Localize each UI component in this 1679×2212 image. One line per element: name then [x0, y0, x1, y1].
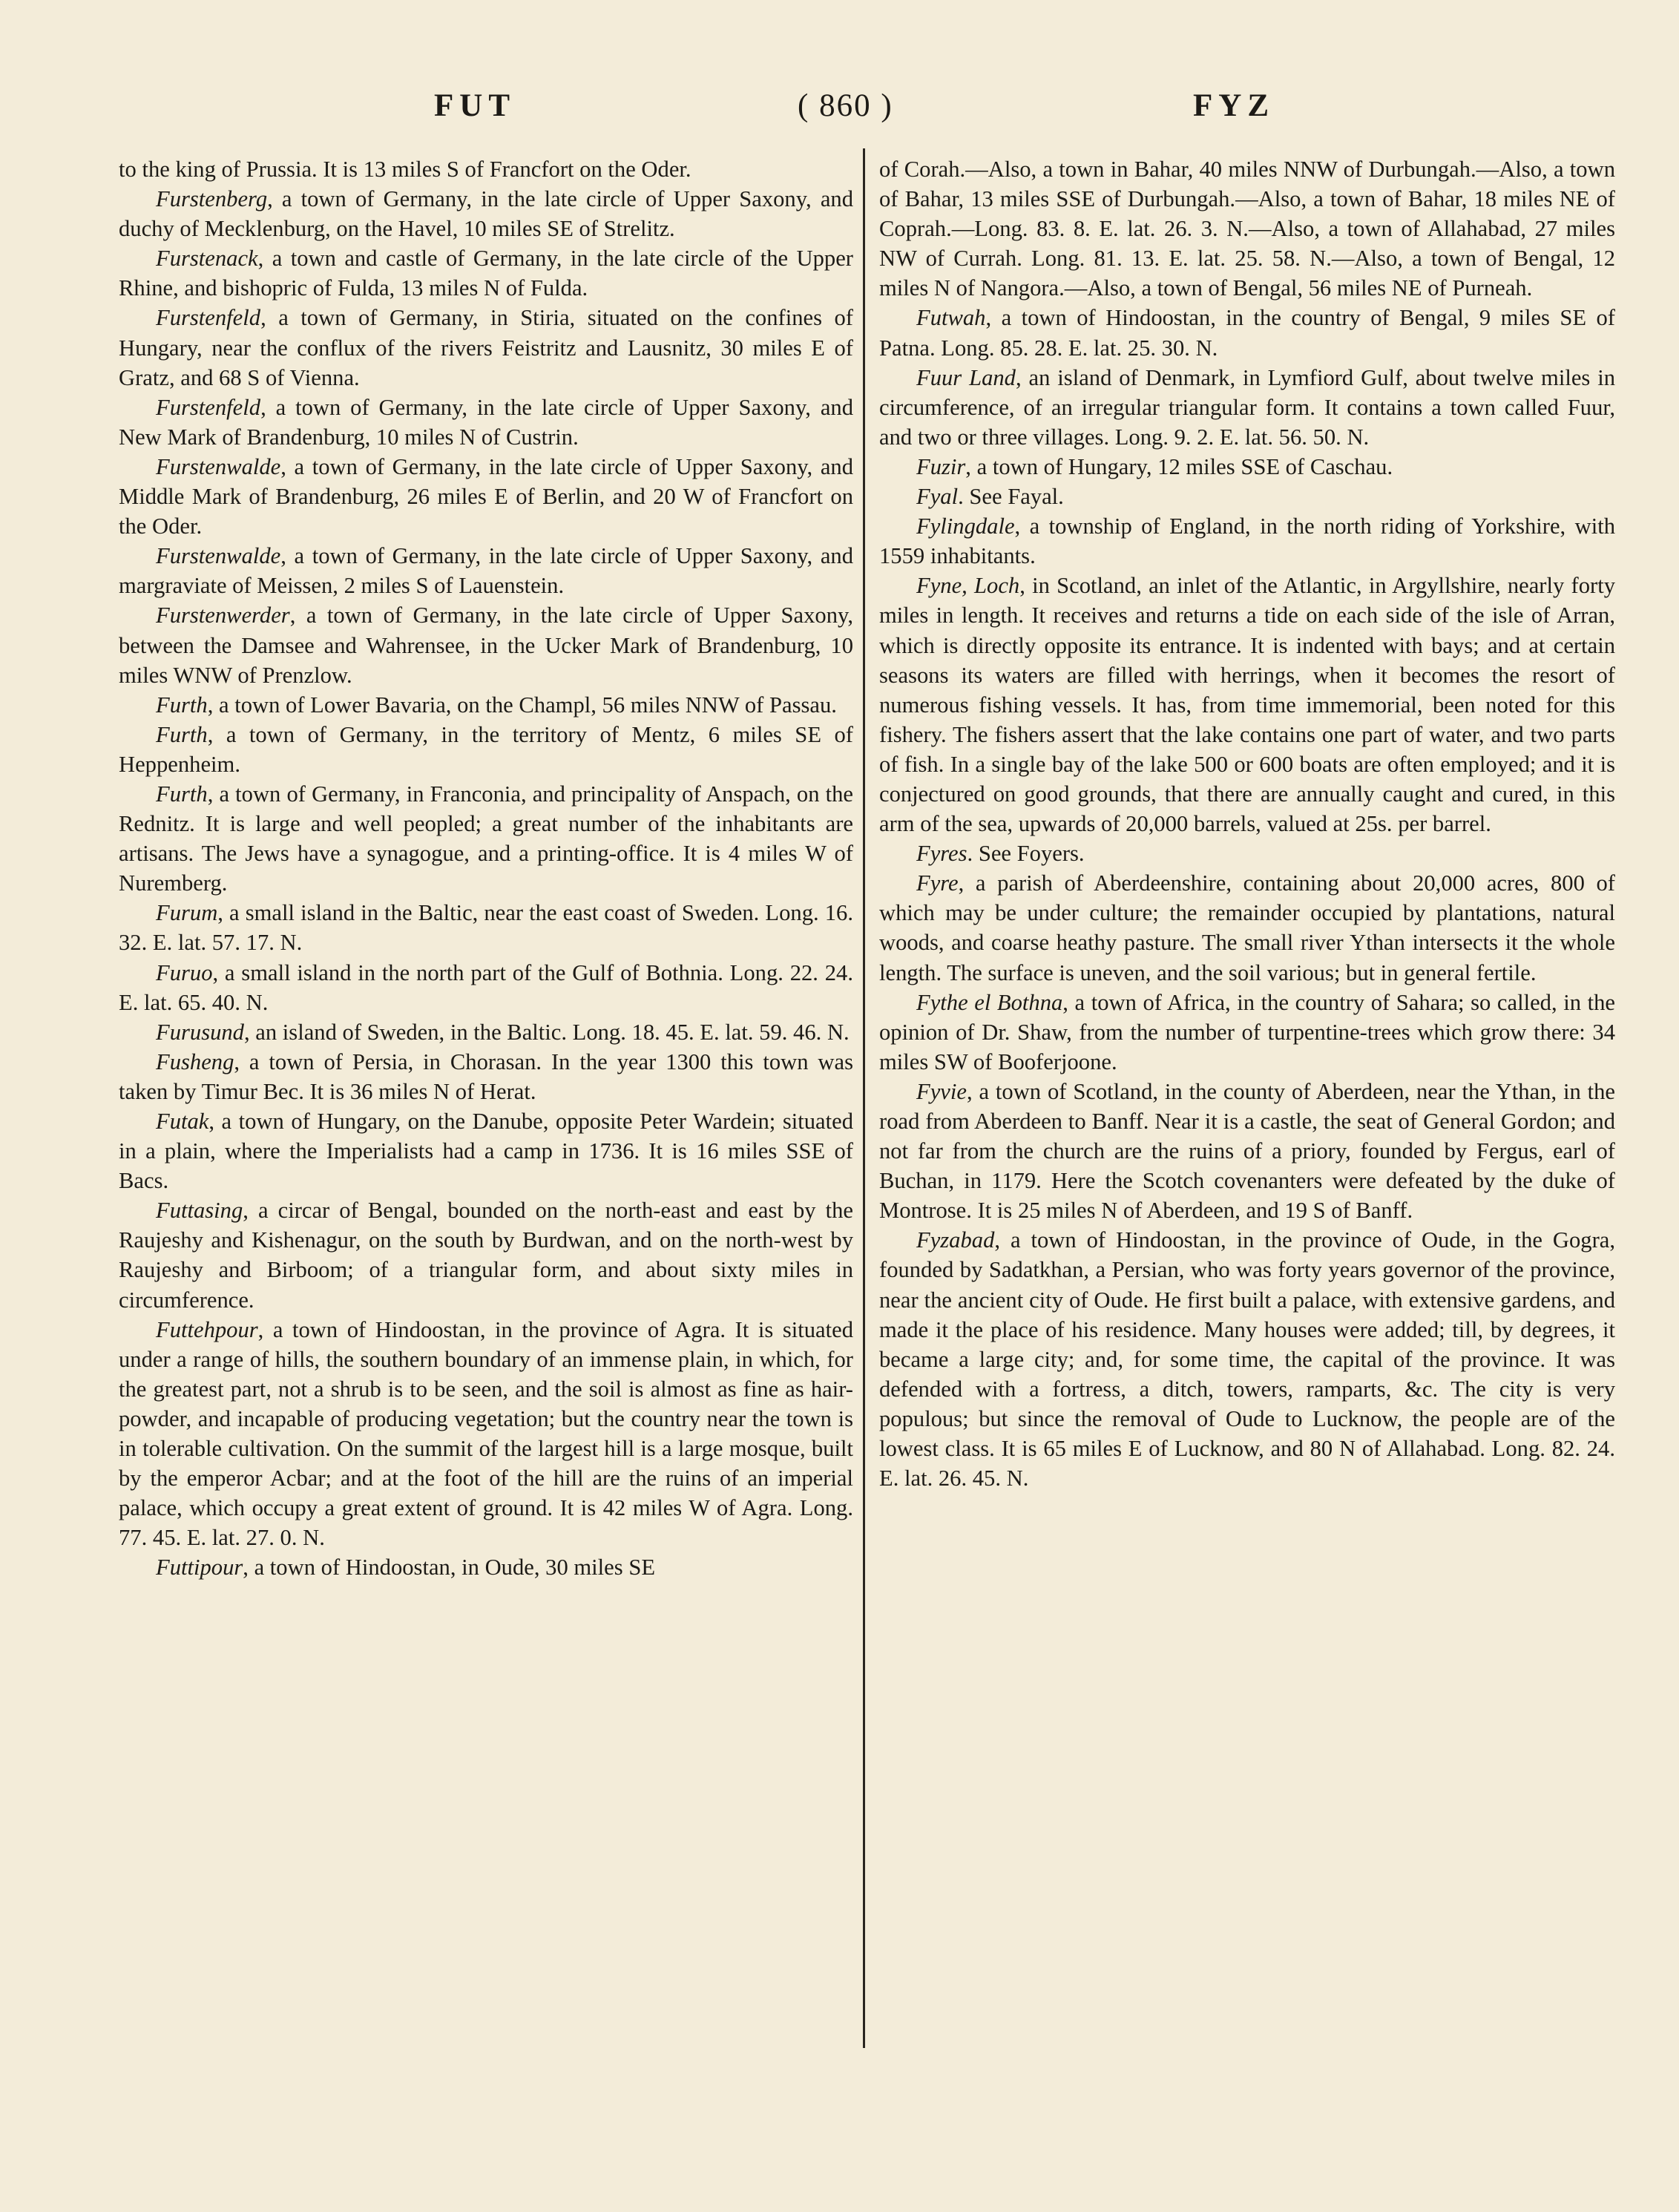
gazetteer-entry — [879, 452, 1615, 482]
entry-text: , a parish of Aberdeenshire, containing about 20,000 acres, 800 of which may be under culture; the remainder occupied by plantations, natural woods, and coarse heathy pasture. The small river Ythan intersects it the whole length. The surface is uneven, and the soil various; but in general fertile. — [879, 870, 1615, 985]
entry-headword: Furth — [156, 781, 208, 807]
entry-text: , a town of Scotland, in the county of Aberdeen, near the Ythan, in the road from Aberdeen to Banff. Near it is a castle, the seat of General Gordon; and not far from the church are the ruins of a priory, founded by Fergus, earl of Buchan, in 1179. Here the Scotch covenanters were defeated by the duke of Montrose. It is 25 miles N of Aberdeen, and 19 S of Banff. — [879, 1078, 1615, 1224]
entry-headword: Fyre — [916, 870, 959, 896]
running-header — [0, 88, 1679, 132]
gazetteer-entry — [119, 393, 853, 452]
entry-text: , an island of Sweden, in the Baltic. Long. 18. 45. E. lat. 59. 46. N. — [243, 1019, 850, 1045]
gazetteer-entry — [119, 720, 853, 779]
entry-headword: Furstenberg — [156, 186, 268, 212]
entry-headword: Fyne, Loch — [916, 573, 1020, 599]
gazetteer-entry — [119, 154, 853, 184]
entry-text: . See Foyers. — [967, 841, 1085, 867]
entry-text: , in Scotland, an inlet of the Atlantic, in Argyllshire, nearly forty miles in length. It receives and returns a tide on each side of the isle of Arran, which is directly opposite its entrance. It is indented with bays; and at certain seasons its waters are filled with herrings, when it becomes the resort of numerous fishing vessels. It has, from time immemorial, been noted for this fishery. The fishers assert that the lake contains one part of water, and two parts of fish. In a single bay of the lake 500 or 600 boats are often employed; and it is conjectured on good grounds, that there are annually caught and cured, in this arm of the sea, upwards of 20,000 barrels, valued at 25s. per barrel. — [879, 573, 1615, 837]
entry-headword: Futtipour — [156, 1555, 243, 1581]
gazetteer-entry — [119, 1017, 853, 1047]
gazetteer-entry — [879, 988, 1615, 1077]
gazetteer-entry — [119, 452, 853, 541]
gazetteer-entry — [119, 1315, 853, 1553]
entry-headword: Futwah — [916, 305, 986, 331]
entry-text: , a town and castle of Germany, in the late circle of the Upper Rhine, and bishopric of Fulda, 13 miles N of Fulda. — [119, 246, 853, 301]
entry-text: , a town of Hindoostan, in the province of Oude, in the Gogra, founded by Sadatkhan, a Persian, who was forty years governor of the province, near the ancient city of Oude. He first built a palace, with extensive gardens, and made it the place of his residence. Many houses were added; till, by degrees, it became a large city; and, for some time, the capital of the province. It was defended with a fortress, a ditch, towers, ramparts, &c. The city is very populous; but since the removal of Oude to Lucknow, the people are of the lowest class. It is 65 miles E of Lucknow, and 80 N of Allahabad. Long. 82. 24. E. lat. 26. 45. N. — [879, 1227, 1615, 1491]
entry-text: , a township of England, in the north riding of Yorkshire, with 1559 inhabitants. — [879, 513, 1615, 569]
entry-headword: Futtasing — [156, 1198, 243, 1224]
entry-headword: Furstenfeld — [156, 305, 261, 331]
gazetteer-entry — [879, 363, 1615, 452]
entry-headword: Fylingdale — [916, 513, 1015, 539]
gazetteer-entry — [119, 184, 853, 243]
entry-text: , a town of Hungary, on the Danube, opposite Peter Wardein; situated in a plain, where the Imperialists had a camp in 1736. It is 16 miles SSE of Bacs. — [119, 1109, 853, 1194]
gazetteer-entry — [119, 1047, 853, 1106]
gazetteer-entry — [119, 779, 853, 898]
entry-text: , a town of Hindoostan, in Oude, 30 miles SE — [243, 1555, 656, 1581]
entry-text: , a town of Hindoostan, in the country of Bengal, 9 miles SE of Patna. Long. 85. 28. E. lat. 25. 30. N. — [879, 305, 1615, 361]
entry-headword: Fusheng — [156, 1048, 234, 1074]
gazetteer-entry — [879, 1225, 1615, 1493]
gazetteer-entry — [879, 482, 1615, 511]
entry-text: to the king of Prussia. It is 13 miles S of Francfort on the Oder. — [119, 157, 691, 182]
gazetteer-entry — [119, 303, 853, 392]
gazetteer-entry — [119, 243, 853, 303]
entry-headword: Furusund — [156, 1019, 244, 1045]
entry-headword: Fuzir — [916, 453, 966, 479]
header-right-guideword: FYZ — [1193, 88, 1275, 123]
entry-headword: Fythe el Bothna — [916, 989, 1063, 1015]
gazetteer-entry — [119, 958, 853, 1017]
gazetteer-entry — [879, 868, 1615, 987]
gazetteer-entry — [879, 154, 1615, 303]
entry-text: , a town of Hungary, 12 miles SSE of Caschau. — [965, 453, 1393, 479]
gazetteer-entry — [879, 511, 1615, 571]
entry-text: , a small island in the north part of the Gulf of Bothnia. Long. 22. 24. E. lat. 65. 40. N. — [119, 959, 853, 1015]
entry-headword: Fyzabad — [916, 1227, 995, 1253]
entry-text: , a town of Germany, in the late circle of Upper Saxony, and New Mark of Brandenburg, 10 miles N of Custrin. — [119, 394, 853, 450]
entry-text: , a town of Germany, in Stiria, situated on the confines of Hungary, near the conflux of the rivers Feistritz and Lausnitz, 30 miles E of Gratz, and 68 S of Vienna. — [119, 305, 853, 390]
column-divider — [863, 148, 865, 2048]
gazetteer-entry — [879, 303, 1615, 362]
entry-headword: Fyal — [916, 484, 959, 510]
entry-headword: Furstenack — [156, 246, 258, 272]
gazetteer-entry — [879, 1077, 1615, 1225]
gazetteer-entry — [879, 838, 1615, 868]
gazetteer-entry — [119, 600, 853, 689]
entry-headword: Furstenfeld — [156, 394, 261, 420]
entry-text: , a town of Germany, in the territory of Mentz, 6 miles SE of Heppenheim. — [119, 721, 853, 777]
entry-text: , a town of Persia, in Chorasan. In the year 1300 this town was taken by Timur Bec. It is 36 miles N of Herat. — [119, 1048, 853, 1104]
entry-text: , a town of Germany, in the late circle of Upper Saxony, and Middle Mark of Brandenburg, 26 miles E of Berlin, and 20 W of Francfort on the Oder. — [119, 453, 853, 539]
entry-text: , a small island in the Baltic, near the east coast of Sweden. Long. 16. 32. E. lat. 57. 17. N. — [119, 900, 853, 956]
entry-text: , a town of Lower Bavaria, on the Champl, 56 miles NNW of Passau. — [207, 692, 837, 718]
entry-text: , a town of Germany, in the late circle of Upper Saxony, and duchy of Mecklenburg, on the Havel, 10 miles SE of Strelitz. — [119, 186, 853, 242]
entry-headword: Furth — [156, 692, 208, 718]
header-left-guideword: FUT — [434, 88, 516, 123]
gazetteer-entry — [119, 1106, 853, 1195]
entry-text: , an island of Denmark, in Lymfiord Gulf, about twelve miles in circumference, of an irregular triangular form. It contains a town called Fuur, and two or three villages. Long. 9. 2. E. lat. 56. 50. N. — [879, 364, 1615, 450]
gazetteer-entry — [119, 898, 853, 957]
entry-text: , a town of Hindoostan, in the province of Agra. It is situated under a range of hills, the southern boundary of an immense plain, in which, for the greatest part, not a shrub is to be seen, and the soil is almost as fine as hair-powder, and incapable of producing vegetation; but the country near the town is in tolerable cultivation. On the summit of the largest hill is a large mosque, built by the emperor Acbar; and at the foot of the hill are the ruins of an imperial palace, which occupy a great extent of ground. It is 42 miles W of Agra. Long. 77. 45. E. lat. 27. 0. N. — [119, 1316, 853, 1551]
gazetteer-entry — [119, 690, 853, 720]
gazetteer-entry — [879, 571, 1615, 838]
entry-headword: Furstenwerder — [156, 603, 290, 629]
entry-headword: Furuo — [156, 959, 213, 985]
entry-headword: Futtehpour — [156, 1316, 258, 1342]
entry-text: , a town of Germany, in the late circle of Upper Saxony, and margraviate of Meissen, 2 miles S of Lauenstein. — [119, 543, 853, 599]
right-column — [879, 154, 1615, 1493]
entry-headword: Fyres — [916, 841, 967, 867]
entry-text: , a town of Africa, in the country of Sahara; so called, in the opinion of Dr. Shaw, from the number of turpentine-trees which grow there: 34 miles SW of Booferjoone. — [879, 989, 1615, 1074]
left-column — [119, 154, 853, 1583]
entry-headword: Fuur Land — [916, 364, 1016, 390]
entry-text: , a circar of Bengal, bounded on the north-east and east by the Raujeshy and Kishenagur, on the south by Burdwan, and on the north-west by Raujeshy and Birboom; of a triangular form, and about sixty miles in circumference. — [119, 1198, 853, 1313]
gazetteer-entry — [119, 1552, 853, 1582]
entry-headword: Furstenwalde — [156, 453, 281, 479]
entry-headword: Furstenwalde — [156, 543, 281, 569]
entry-text: of Corah.—Also, a town in Bahar, 40 miles NNW of Durbungah.—Also, a town of Bahar, 13 miles SSE of Durbungah.—Also, a town of Bahar, 18 miles NE of Coprah.—Long. 83. 8. E. lat. 26. 3. N.—Also, a town of Allahabad, 27 miles NW of Currah. Long. 81. 13. E. lat. 25. 58. N.—Also, a town of Bengal, 12 miles N of Nangora.—Also, a town of Bengal, 56 miles NE of Purneah. — [879, 157, 1615, 301]
entry-text: . See Fayal. — [958, 484, 1064, 510]
entry-headword: Furth — [156, 721, 208, 747]
page-number: ( 860 ) — [798, 88, 893, 123]
gazetteer-entry — [119, 541, 853, 600]
entry-text: , a town of Germany, in Franconia, and principality of Anspach, on the Rednitz. It is large and well peopled; a great number of the inhabitants are artisans. The Jews have a synagogue, and a printing-office. It is 4 miles W of Nuremberg. — [119, 781, 853, 896]
entry-headword: Futak — [156, 1109, 209, 1134]
entry-headword: Furum — [156, 900, 218, 926]
entry-headword: Fyvie — [916, 1078, 967, 1104]
entry-text: , a town of Germany, in the late circle of Upper Saxony, between the Damsee and Wahrensee, in the Ucker Mark of Brandenburg, 10 miles WNW of Prenzlow. — [119, 603, 853, 688]
gazetteer-entry — [119, 1195, 853, 1314]
